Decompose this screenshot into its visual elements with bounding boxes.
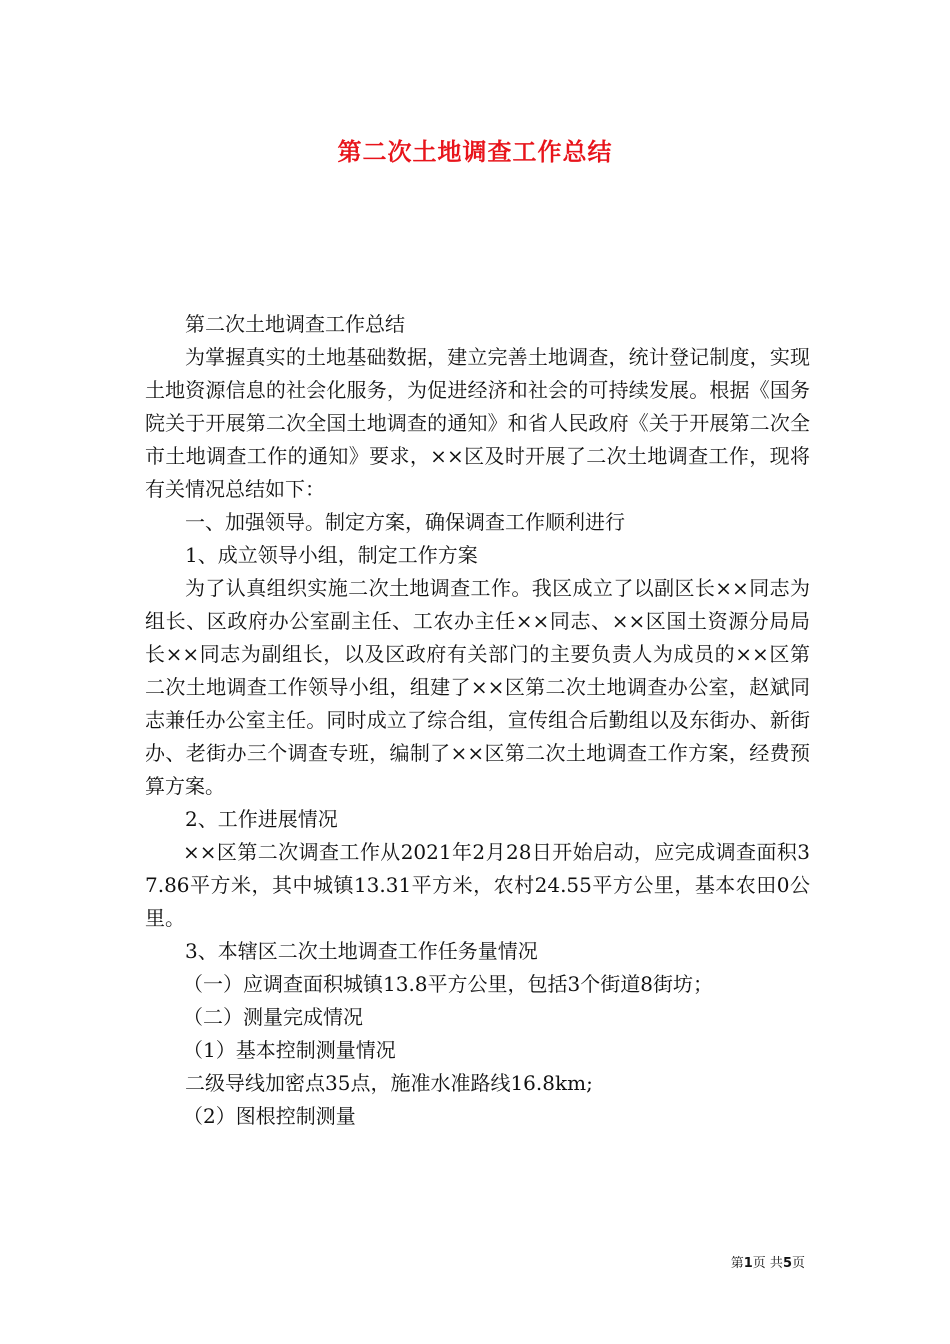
section-heading-1: 一、加强领导。制定方案，确保调查工作顺利进行 — [185, 510, 625, 534]
page-number — [731, 1252, 805, 1271]
list-item-basic-control: （1）基本控制测量情况 — [183, 1038, 396, 1062]
subsection-heading-3: 3、本辖区二次土地调查工作任务量情况 — [185, 939, 538, 963]
list-item-area: （一）应调查面积城镇13.8平方公里，包括3个街道8街坊； — [183, 972, 713, 996]
subsection-heading-2: 2、工作进展情况 — [185, 807, 338, 831]
list-item-survey: （二）测量完成情况 — [183, 1005, 363, 1029]
page-title: 第二次土地调查工作总结 — [337, 138, 613, 166]
paragraph-progress: ××区第二次调查工作从2021年2月28日开始启动，应完成调查面积37.86平方米，其中城镇13.31平方米，农村24.55平方公里，基本农田0公里。 — [145, 840, 810, 930]
page-suffix: 页 — [791, 1256, 805, 1271]
list-item-map-control: （2）图根控制测量 — [183, 1104, 356, 1128]
total-pages: 5 — [782, 1256, 792, 1271]
subsection-heading-1: 1、成立领导小组，制定工作方案 — [185, 543, 478, 567]
paragraph-intro: 为掌握真实的土地基础数据，建立完善土地调查，统计登记制度，实现土地资源信息的社会化服务，为促进经济和社会的可持续发展。根据《国务院关于开展第二次全国土地调查的通知》和省人民政府《关于开展第二次全市土地调查工作的通知》要求，××区及时开展了二次土地调查工作，现将有关情况总结如下： — [145, 345, 810, 501]
current-page: 1 — [743, 1256, 753, 1271]
document-body — [145, 308, 810, 1133]
page-middle: 页 共 — [752, 1256, 783, 1271]
paragraph-heading: 第二次土地调查工作总结 — [185, 312, 405, 336]
paragraph-traverse: 二级导线加密点35点，施准水准路线16.8km; — [185, 1071, 593, 1095]
paragraph-leadership: 为了认真组织实施二次土地调查工作。我区成立了以副区长××同志为组长、区政府办公室副主任、工农办主任××同志、××区国土资源分局局长××同志为副组长，以及区政府有关部门的主要负责人为成员的××区第二次土地调查工作领导小组，组建了××区第二次土地调查办公室，赵斌同志兼任办公室主任。同时成立了综合组，宣传组合后勤组以及东街办、新街办、老街办三个调查专班，编制了××区第二次土地调查工作方案，经费预算方案。 — [145, 576, 810, 798]
page-prefix: 第 — [730, 1256, 744, 1271]
